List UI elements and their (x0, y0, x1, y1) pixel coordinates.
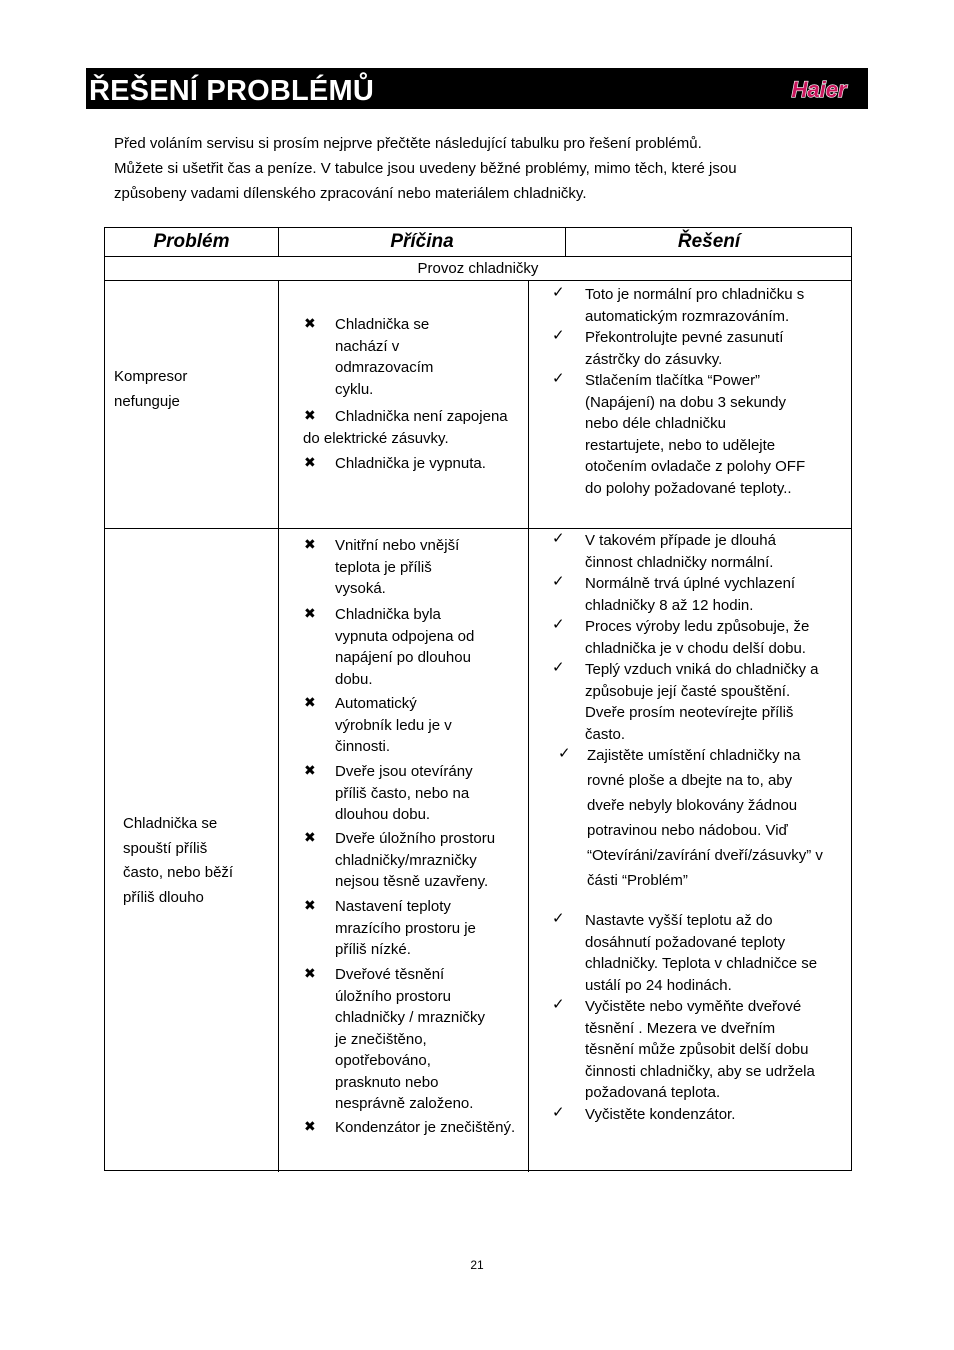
cross-icon: ✖ (304, 762, 316, 778)
solution-item: otočením ovladače z polohy OFF (585, 458, 806, 475)
problem-text: často, nebo běží (123, 864, 234, 881)
solution-item: požadovaná teplota. (585, 1084, 721, 1101)
cause-item: úložního prostoru (335, 987, 451, 1005)
cause-item: Chladnička byla (335, 606, 441, 623)
solution-item: dosáhnutí požadované teploty (585, 933, 786, 951)
row-divider (105, 528, 851, 529)
cause-item: je znečištěno, (335, 1030, 427, 1048)
solution-item: (Napájení) na dobu 3 sekundy (585, 393, 786, 411)
solution-item: Teplý vzduch vniká do chladničky a (585, 661, 819, 678)
page-number: 21 (470, 1258, 484, 1272)
section-heading: Provoz chladničky (417, 260, 539, 277)
cross-icon: ✖ (304, 694, 316, 710)
cause-item: do elektrické zásuvky. (303, 429, 449, 447)
cause-item: teplota je příliš (335, 558, 432, 576)
cause-item: Chladnička není zapojena (335, 408, 508, 425)
intro-line: Můžete si ušetřit čas a peníze. V tabulce jsou uvedeny běžné problémy, mimo těch, které jsou (114, 160, 737, 177)
intro-line: způsobeny vadami dílenského zpracování nebo materiálem chladničky. (114, 185, 587, 202)
solution-item: těsnění může způsobit delší dobu (585, 1041, 809, 1058)
troubleshooting-table (104, 227, 852, 1171)
solution-item: činnosti chladničky, aby se udržela (585, 1062, 815, 1080)
check-icon: ✓ (552, 1104, 565, 1121)
solution-item: Překontrolujte pevné zasunutí (585, 329, 784, 346)
cause-item: Kondenzátor je znečištěný. (335, 1119, 516, 1136)
cause-item: chladničky / mrazničky (335, 1009, 486, 1026)
cause-item: dobu. (335, 670, 373, 688)
cause-item: vypnuta odpojena od (335, 627, 475, 645)
solution-item: Vyčistěte nebo vyměňte dveřové (585, 998, 802, 1015)
cross-icon: ✖ (304, 965, 316, 981)
solution-item: činnost chladničky normální. (585, 553, 774, 571)
check-icon: ✓ (552, 284, 565, 301)
cause-item: opotřebováno, (335, 1052, 431, 1069)
solution-item: potravinou nebo nádobou. Viď (587, 822, 788, 839)
cause-item: nejsou těsně uzavřeny. (335, 873, 489, 890)
solution-item: Stlačením tlačítka “Power” (585, 372, 761, 389)
solution-item: části “Problém” (587, 872, 688, 889)
solution-item: Proces výroby ledu způsobuje, že (585, 618, 810, 635)
solution-item: Toto je normální pro chladničku s (585, 286, 805, 303)
check-icon: ✓ (552, 996, 565, 1013)
cause-item: nachází v (335, 337, 400, 355)
solution-item: Vyčistěte kondenzátor. (585, 1106, 736, 1123)
header-problem: Problém (153, 231, 230, 252)
solution-item: dveře nebyly blokovány žádnou (587, 797, 798, 814)
check-icon: ✓ (552, 616, 565, 633)
cross-icon: ✖ (304, 536, 316, 552)
cross-icon: ✖ (304, 897, 316, 913)
cause-item: chladničky/mrazničky (335, 851, 477, 869)
cause-item: nesprávně založeno. (335, 1095, 474, 1112)
cross-icon: ✖ (304, 829, 316, 845)
cause-item: výrobník ledu je v (335, 716, 452, 734)
solution-item: Normálně trvá úplné vychlazení (585, 575, 796, 592)
check-icon: ✓ (552, 573, 565, 590)
cross-icon: ✖ (304, 315, 316, 331)
cause-item: Dveře úložního prostoru (335, 830, 496, 847)
solution-item: chladničky 8 až 12 hodin. (585, 596, 754, 614)
problem-text: Kompresor (114, 368, 188, 385)
cause-item: Vnitřní nebo vnější (335, 537, 460, 554)
page-title: ŘEŠENÍ PROBLÉMŮ (89, 75, 374, 107)
intro-line: Před voláním servisu si prosím nejprve přečtěte následující tabulku pro řešení problémů. (114, 135, 702, 152)
cause-item: odmrazovacím (335, 359, 434, 376)
check-icon: ✓ (552, 910, 565, 927)
title-bar (86, 68, 868, 109)
solution-item: chladnička je v chodu delší dobu. (585, 639, 806, 657)
haier-logo (781, 77, 857, 103)
cause-item: Dveřové těsnění (335, 966, 445, 983)
solution-item: nebo déle chladničku (585, 415, 726, 432)
solution-item: často. (585, 725, 626, 743)
check-icon: ✓ (552, 327, 565, 344)
solution-item: Nastavte vyšší teplotu až do (585, 912, 773, 929)
solution-item: “Otevíráni/zavírání dveří/zásuvky” v (587, 847, 823, 864)
solution-item: rovné ploše a dbejte na to, aby (587, 772, 793, 789)
cause-item: Dveře jsou otevírány (335, 763, 473, 780)
cause-item: napájení po dlouhou (335, 649, 471, 666)
cause-item: Chladnička je vypnuta. (335, 455, 486, 472)
check-icon: ✓ (558, 745, 571, 762)
cross-icon: ✖ (304, 1118, 316, 1134)
header-cause: Příčina (390, 231, 454, 252)
solution-item: restartujete, nebo to udělejte (585, 436, 776, 454)
cause-item: mrazícího prostoru je (335, 919, 476, 937)
check-icon: ✓ (552, 659, 565, 676)
cause-item: vysoká. (335, 580, 386, 597)
check-icon: ✓ (552, 530, 565, 547)
solution-item: do polohy požadované teploty.. (585, 479, 792, 497)
problem-text: nefunguje (114, 392, 180, 410)
solution-item: ustálí po 24 hodinách. (585, 976, 732, 994)
solution-item: zástrčky do zásuvky. (585, 350, 723, 368)
column-divider (278, 280, 279, 1172)
solution-item: V takovém případe je dlouhá (585, 532, 776, 549)
intro-text (114, 131, 834, 206)
cause-item: cyklu. (335, 380, 374, 398)
cause-item: činnosti. (335, 738, 391, 755)
solution-item: způsobuje její časté spouštění. (585, 682, 791, 700)
cross-icon: ✖ (304, 605, 316, 621)
svg-text:Haier: Haier (791, 77, 847, 102)
solution-item: Dveře prosím neotevírejte příliš (585, 704, 794, 721)
problem-text: Chladnička se (123, 815, 218, 832)
check-icon: ✓ (552, 370, 565, 387)
cause-item: příliš nízké. (335, 941, 411, 958)
header-solution: Řešení (677, 231, 741, 252)
solution-item: automatickým rozmrazováním. (585, 307, 790, 325)
problem-text: spouští příliš (123, 839, 208, 857)
cause-item: dlouhou dobu. (335, 806, 431, 823)
cause-item: příliš často, nebo na (335, 784, 470, 802)
cross-icon: ✖ (304, 407, 316, 423)
cause-item: prasknuto nebo (335, 1073, 439, 1091)
cause-item: Nastavení teploty (335, 898, 451, 915)
solution-item: chladničky. Teplota v chladničce se (585, 955, 818, 972)
cause-item: Automatický (335, 695, 417, 712)
cause-item: Chladnička se (335, 316, 430, 333)
cross-icon: ✖ (304, 454, 316, 470)
solution-item: těsnění . Mezera ve dveřním (585, 1019, 776, 1037)
solution-item: Zajistěte umístění chladničky na (587, 747, 801, 764)
problem-text: příliš dlouho (123, 888, 204, 906)
